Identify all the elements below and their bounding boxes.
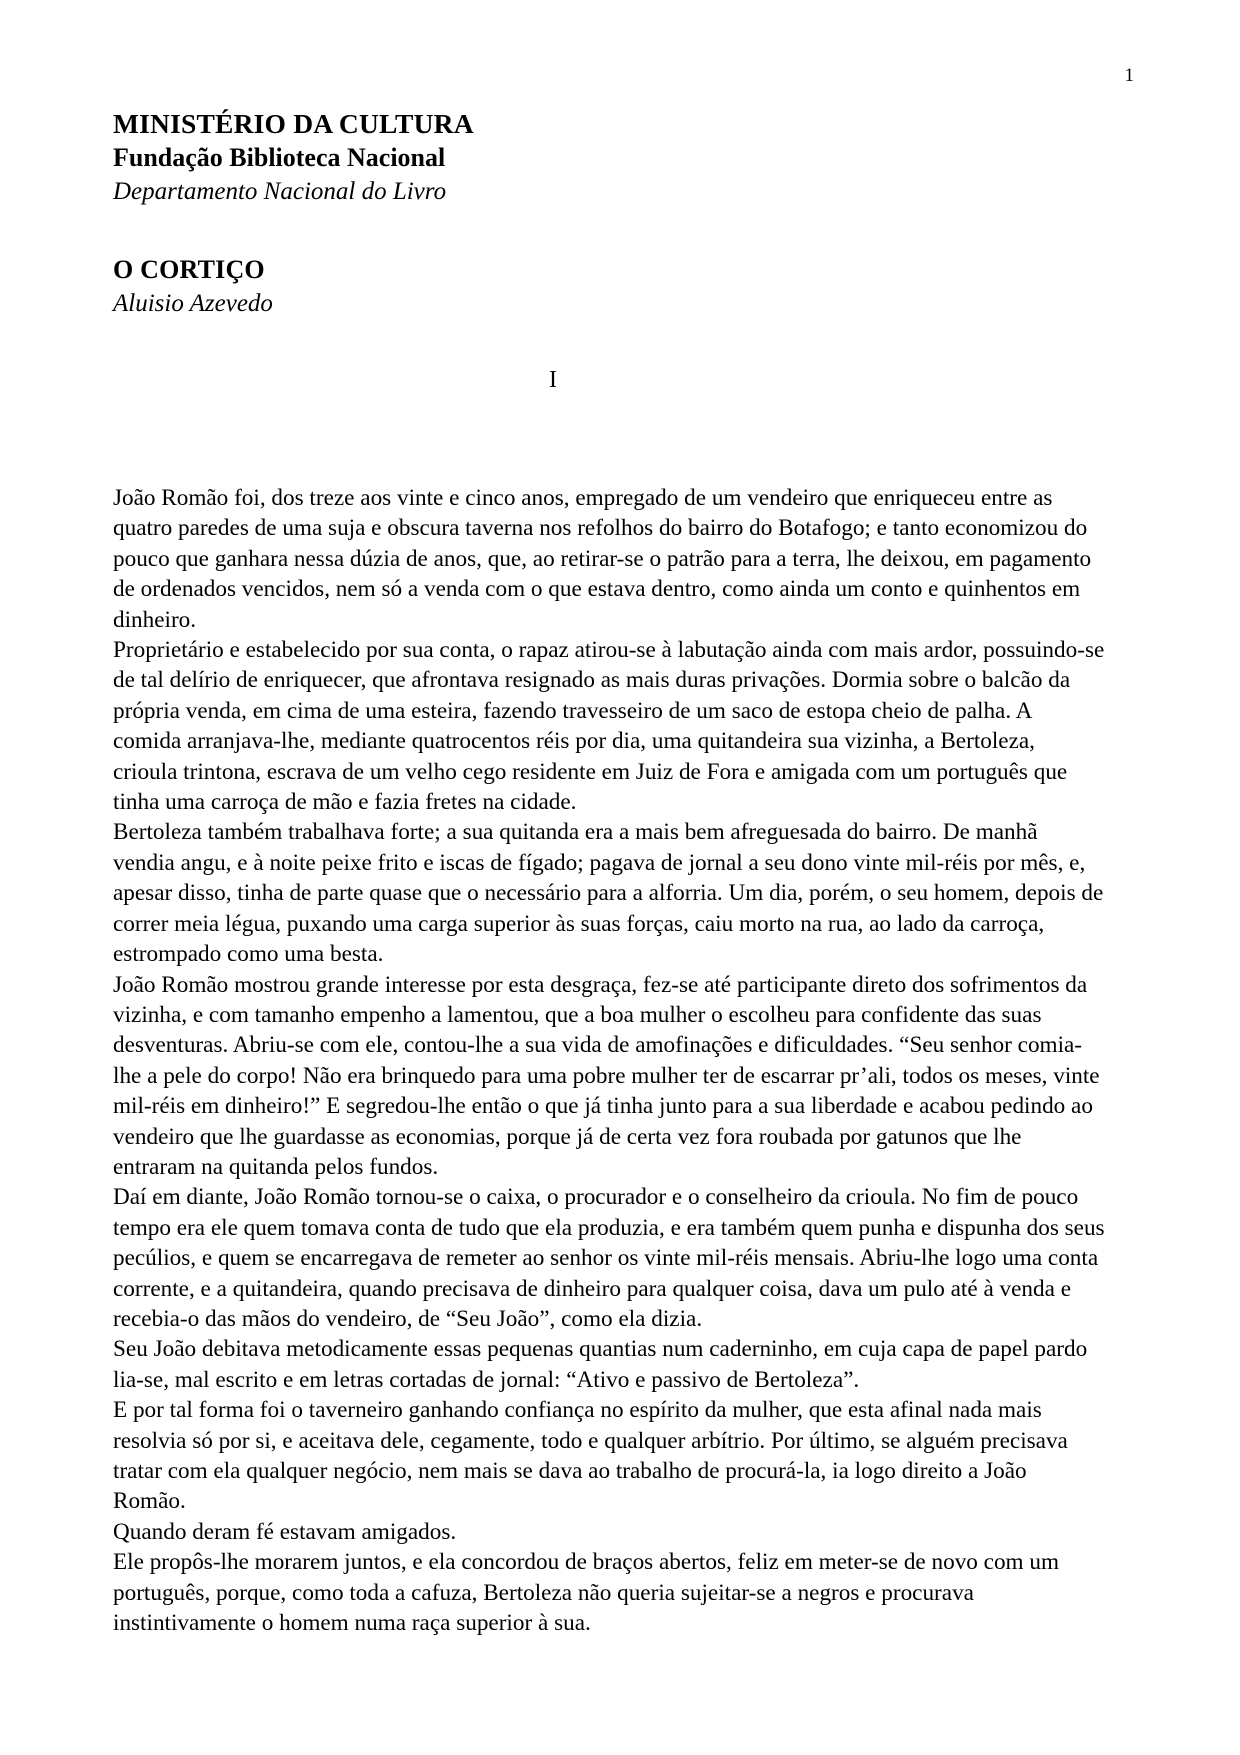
paragraph: João Romão foi, dos treze aos vinte e cinco anos, empregado de um vendeiro que enriqueceu entre as quatro paredes de uma suja e obscura taverna nos refolhos do bairro do Botafogo; e tanto economizou do pouco que ganhara nessa dúzia de anos, que, ao retirar-se o patrão para a terra, lhe deixou, em pagamento de ordenados vencidos, nem só a venda com o que estava dentro, como ainda um conto e quinhentos em dinheiro. bbox=[113, 485, 1092, 633]
page-number: 1 bbox=[1124, 65, 1134, 86]
masthead bbox=[113, 108, 1113, 207]
author-name: Aluisio Azevedo bbox=[113, 290, 273, 318]
paragraph: Proprietário e estabelecido por sua conta, o rapaz atirou-se à labutação ainda com mais ardor, possuindo-se de tal delírio de enriquecer, que afrontava resignado as mais duras privações. Dormia sobre o balcão da própria venda, em cima de uma esteira, fazendo travesseiro de um saco de estopa cheio de palha. A comida arranjava-lhe, mediante quatrocentos réis por dia, uma quitandeira sua vizinha, a Bertoleza, crioula trintona, escrava de um velho cego residente em Juiz de Fora e amigada com um português que tinha uma carroça de mão e fazia fretes na cidade. bbox=[113, 637, 1105, 816]
paragraph: Daí em diante, João Romão tornou-se o caixa, o procurador e o conselheiro da crioula. No fim de pouco tempo era ele quem tomava conta de tudo que ela produzia, e era também quem punha e dispunha dos seus pecúlios, e quem se encarregava de remeter ao senhor os vinte mil-réis mensais. Abriu-lhe logo uma conta corrente, e a quitandeira, quando precisava de dinheiro para qualquer coisa, dava um pulo até à venda e recebia-o das mãos do vendeiro, de “Seu João”, como ela dizia. bbox=[113, 1184, 1105, 1332]
paragraph: João Romão mostrou grande interesse por esta desgraça, fez-se até participante direto dos sofrimentos da vizinha, e com tamanho empenho a lamentou, que a boa mulher o escolheu para confidente das suas desventuras. Abriu-se com ele, contou-lhe a sua vida de amofinações e dificuldades. “Seu senhor comia-lhe a pele do corpo! Não era brinquedo para uma pobre mulher ter de escarrar pr’ali, todos os meses, vinte mil-réis em dinheiro!” E segredou-lhe então o que já tinha junto para a sua liberdade e acabou pedindo ao vendeiro que lhe guardasse as economias, porque já de certa vez fora roubada por gatunos que lhe entraram na quitanda pelos fundos. bbox=[113, 971, 1100, 1180]
department-name: Departamento Nacional do Livro bbox=[113, 177, 447, 205]
foundation-name: Fundação Biblioteca Nacional bbox=[113, 143, 446, 173]
chapter-numeral: I bbox=[549, 367, 557, 393]
title-block bbox=[113, 254, 1113, 319]
paragraph: Bertoleza também trabalhava forte; a sua quitanda era a mais bem afreguesada do bairro. De manhã vendia angu, e à noite peixe frito e iscas de fígado; pagava de jornal a seu dono vinte mil-réis por mês, e, apesar disso, tinha de parte quase que o necessário para a alforria. Um dia, porém, o seu homem, depois de correr meia légua, puxando uma carga superior às suas forças, caiu morto na rua, ao lado da carroça, estrompado como uma besta. bbox=[113, 819, 1104, 968]
work-title: O CORTIÇO bbox=[113, 255, 265, 284]
ministry-name: MINISTÉRIO DA CULTURA bbox=[113, 108, 474, 139]
paragraph: Seu João debitava metodicamente essas pequenas quantias num caderninho, em cuja capa de papel pardo lia-se, mal escrito e em letras cortadas de jornal: “Ativo e passivo de Bertoleza”. bbox=[113, 1336, 1088, 1393]
body-text bbox=[113, 483, 1105, 1638]
paragraph: Ele propôs-lhe morarem juntos, e ela concordou de braços abertos, feliz em meter-se de novo com um português, porque, como toda a cafuza, Bertoleza não queria sujeitar-se a negros e procurava instintivamente o homem numa raça superior à sua. bbox=[113, 1549, 1060, 1637]
paragraph: Quando deram fé estavam amigados. bbox=[113, 1518, 457, 1545]
paragraph: E por tal forma foi o taverneiro ganhando confiança no espírito da mulher, que esta afinal nada mais resolvia só por si, e aceitava dele, cegamente, todo e qualquer arbítrio. Por último, se alguém precisava tratar com ela qualquer negócio, nem mais se dava ao trabalho de procurá-la, ia logo direito a João Romão. bbox=[113, 1397, 1068, 1515]
